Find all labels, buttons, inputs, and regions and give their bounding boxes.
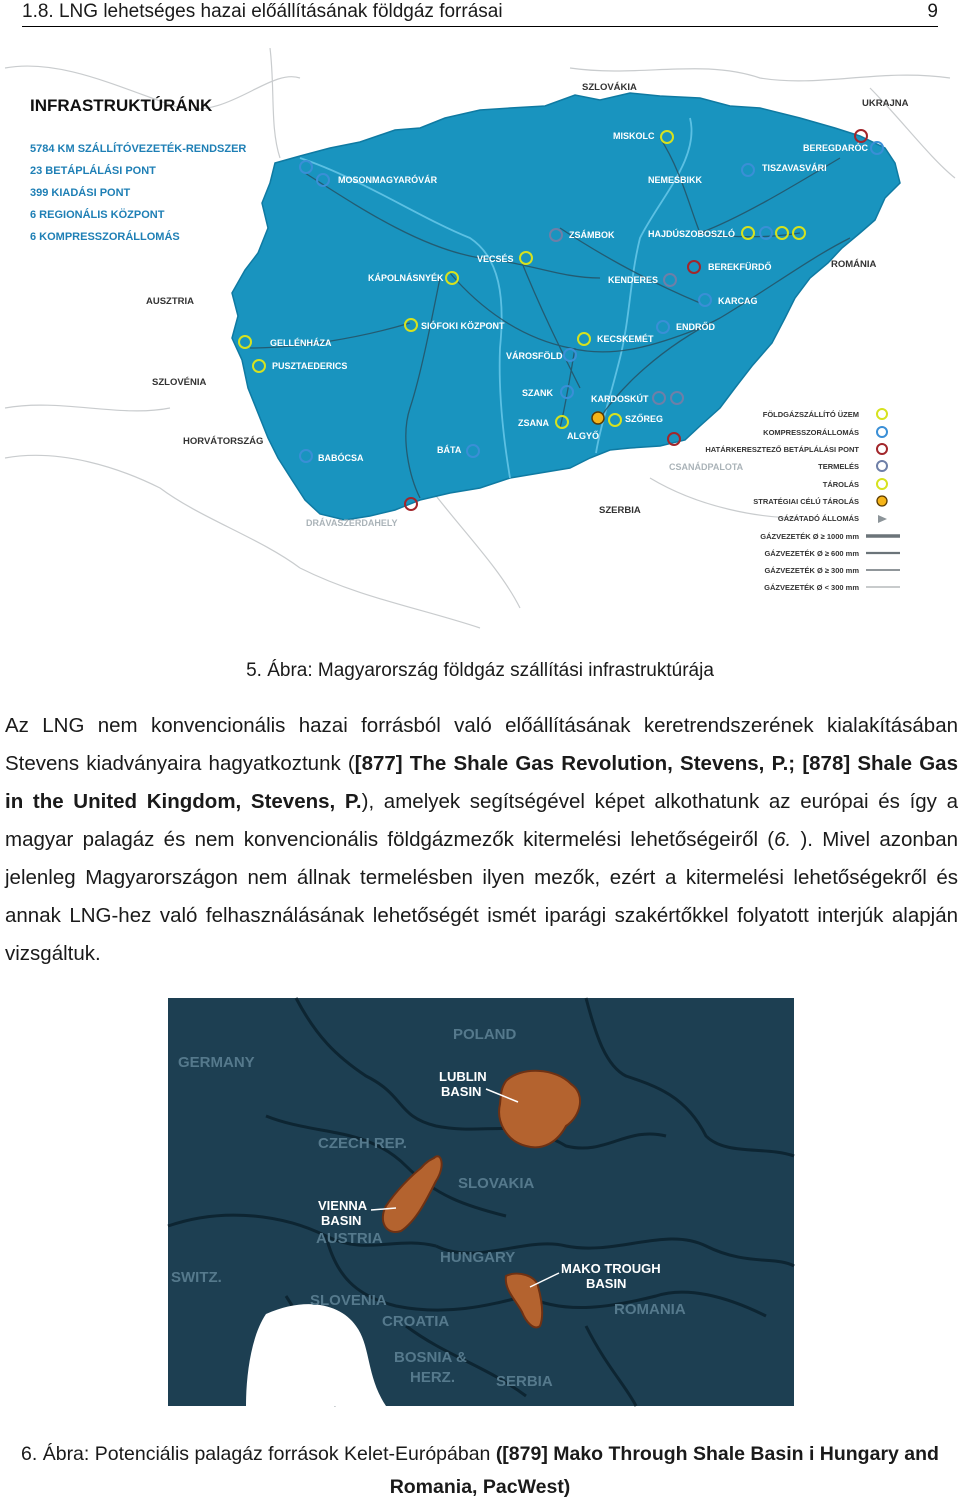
svg-text:HUNGARY: HUNGARY — [440, 1249, 516, 1266]
svg-text:ROMANIA: ROMANIA — [614, 1301, 686, 1318]
svg-text:CROATIA: CROATIA — [382, 1313, 450, 1330]
page-header — [22, 0, 938, 27]
country-label: HORVÁTORSZÁG — [183, 436, 264, 447]
svg-text:BEREKFÜRDŐ: BEREKFÜRDŐ — [708, 262, 772, 272]
svg-text:CSANÁDPALOTA: CSANÁDPALOTA — [669, 462, 744, 472]
svg-text:GÁZVEZETÉK Ø < 300 mm: GÁZVEZETÉK Ø < 300 mm — [764, 583, 859, 592]
svg-text:GÁZVEZETÉK Ø ≥ 300 mm: GÁZVEZETÉK Ø ≥ 300 mm — [764, 566, 859, 575]
svg-text:GÁZVEZETÉK Ø ≥ 600 mm: GÁZVEZETÉK Ø ≥ 600 mm — [764, 549, 859, 558]
svg-text:ZSANA: ZSANA — [518, 418, 549, 428]
header-title: 1.8. LNG lehetséges hazai előállításának földgáz forrásai — [22, 1, 503, 22]
svg-text:AUSTRIA: AUSTRIA — [316, 1230, 383, 1247]
svg-text:GELLÉNHÁZA: GELLÉNHÁZA — [270, 338, 332, 348]
svg-text:ENDRŐD: ENDRŐD — [676, 322, 716, 332]
country-label: SZLOVÁKIA — [582, 82, 637, 93]
svg-text:POLAND: POLAND — [453, 1026, 517, 1043]
country-label: SZLOVÉNIA — [152, 377, 207, 388]
svg-text:SLOVENIA: SLOVENIA — [310, 1292, 387, 1309]
svg-text:BOSNIA &: BOSNIA & — [394, 1349, 467, 1366]
svg-text:BASIN: BASIN — [586, 1276, 627, 1291]
svg-text:KOMPRESSZORÁLLOMÁS: KOMPRESSZORÁLLOMÁS — [763, 428, 859, 437]
stat-regional-centres: 6 REGIONÁLIS KÖZPONT — [30, 209, 165, 221]
svg-text:MOSONMAGYARÓVÁR: MOSONMAGYARÓVÁR — [338, 175, 438, 185]
country-label: SZERBIA — [599, 505, 641, 516]
stat-pipeline: 5784 KM SZÁLLÍTÓVEZETÉK-RENDSZER — [30, 143, 247, 155]
figure-6-caption: 6. Ábra: Potenciális palagáz források Kelet-Európában ([879] Mako Through Shale Basin i Hungary and Romania, PacWest) — [21, 1443, 939, 1498]
svg-text:TERMELÉS: TERMELÉS — [818, 462, 859, 471]
svg-text:SZŐREG: SZŐREG — [625, 414, 664, 424]
svg-text:TISZAVASVÁRI: TISZAVASVÁRI — [762, 163, 827, 173]
svg-text:BEREGDARÓC: BEREGDARÓC — [803, 143, 869, 153]
svg-text:KENDERES: KENDERES — [608, 275, 659, 285]
reference-878: [878] Shale Gas in the United Kingdom, Stevens, P. — [5, 752, 958, 813]
svg-text:CZECH REP.: CZECH REP. — [318, 1135, 407, 1152]
svg-text:BASIN: BASIN — [441, 1084, 482, 1099]
svg-text:HERZ.: HERZ. — [410, 1369, 455, 1386]
svg-text:MAKO TROUGH: MAKO TROUGH — [561, 1261, 661, 1276]
svg-text:ZSÁMBOK: ZSÁMBOK — [569, 230, 615, 240]
figure-reference: 6. — [774, 828, 792, 851]
country-label: UKRAJNA — [862, 98, 909, 109]
shale-basin-map — [166, 996, 796, 1408]
svg-text:TÁROLÁS: TÁROLÁS — [822, 480, 859, 489]
svg-text:STRATÉGIAI CÉLÚ TÁROLÁS: STRATÉGIAI CÉLÚ TÁROLÁS — [753, 497, 859, 506]
svg-text:SWITZ.: SWITZ. — [171, 1269, 222, 1286]
svg-text:PUSZTAEDERICS: PUSZTAEDERICS — [272, 361, 348, 371]
svg-text:SERBIA: SERBIA — [496, 1373, 553, 1390]
svg-text:KARDOSKÚT: KARDOSKÚT — [591, 394, 649, 404]
svg-text:KECSKEMÉT: KECSKEMÉT — [597, 334, 654, 344]
svg-text:HATÁRKERESZTEZŐ BETÁPLÁLÁSI PO: HATÁRKERESZTEZŐ BETÁPLÁLÁSI PONT — [705, 445, 859, 454]
svg-text:LUBLIN: LUBLIN — [439, 1069, 487, 1084]
svg-text:VÁROSFÖLD: VÁROSFÖLD — [506, 351, 563, 361]
stat-output-points: 399 KIADÁSI PONT — [30, 187, 131, 199]
stat-input-points: 23 BETÁPLÁLÁSI PONT — [30, 165, 156, 177]
svg-text:FÖLDGÁZSZÁLLÍTÓ ÜZEM: FÖLDGÁZSZÁLLÍTÓ ÜZEM — [762, 410, 859, 419]
country-label: AUSZTRIA — [146, 296, 195, 307]
svg-text:VIENNA: VIENNA — [318, 1198, 368, 1213]
svg-text:SLOVAKIA: SLOVAKIA — [458, 1175, 535, 1192]
reference-877: [877] The Shale Gas Revolution, Stevens, P. — [354, 752, 789, 775]
svg-text:GERMANY: GERMANY — [178, 1054, 255, 1071]
svg-text:GÁZVEZETÉK Ø ≥ 1000 mm: GÁZVEZETÉK Ø ≥ 1000 mm — [760, 532, 859, 541]
body-paragraph: Az LNG nem konvencionális hazai forrásból való előállításának keretrendszerének kialakításában Stevens kiadványaira hagyatkoztunk ([877] The Shale Gas Revolution, Stevens, P.; [878] Shale Gas in the United Kingdom, Stevens, P.), amelyek segítségével képet alkothatunk az európai és így a magyar palagáz és nem konvencionális földgázmezők kitermelési lehetőségeiről (6. ). Mivel azonban jelenleg Magyarországon nem állnak termelésben ilyen mezők, ezért a kitermelési lehetőségekről és annak LNG-hez való felhasználásának lehetőségét ismét iparági szakértőkkel folyatott interjúk alapján vizsgáltuk. — [5, 714, 958, 965]
svg-text:MISKOLC: MISKOLC — [613, 131, 655, 141]
svg-text:BÁTA: BÁTA — [437, 445, 462, 455]
svg-text:NEMESBIKK: NEMESBIKK — [648, 175, 703, 185]
country-label: ROMÁNIA — [831, 259, 877, 270]
svg-text:GÁZÁTADÓ ÁLLOMÁS: GÁZÁTADÓ ÁLLOMÁS — [777, 514, 859, 523]
figure-5-caption: 5. Ábra: Magyarország földgáz szállítási infrastruktúrája — [246, 660, 714, 681]
svg-text:HAJDÚSZOBOSZLÓ: HAJDÚSZOBOSZLÓ — [648, 229, 736, 239]
svg-text:DRÁVASZERDAHELY: DRÁVASZERDAHELY — [306, 518, 398, 528]
svg-text:SZANK: SZANK — [522, 388, 553, 398]
svg-text:ALGYŐ: ALGYŐ — [567, 431, 600, 441]
svg-text:BASIN: BASIN — [321, 1213, 362, 1228]
stat-compressor-stations: 6 KOMPRESSZORÁLLOMÁS — [30, 231, 180, 243]
map-title: INFRASTRUKTÚRÁNK — [30, 96, 213, 115]
page-number: 9 — [927, 1, 938, 22]
svg-text:BABÓCSA: BABÓCSA — [318, 453, 364, 463]
svg-text:KARCAG: KARCAG — [718, 296, 758, 306]
infrastructure-map — [0, 48, 960, 638]
svg-text:VECSÉS: VECSÉS — [477, 254, 514, 264]
svg-text:SIÓFOKI KÖZPONT: SIÓFOKI KÖZPONT — [421, 321, 505, 331]
svg-text:KÁPOLNÁSNYÉK: KÁPOLNÁSNYÉK — [368, 273, 444, 283]
